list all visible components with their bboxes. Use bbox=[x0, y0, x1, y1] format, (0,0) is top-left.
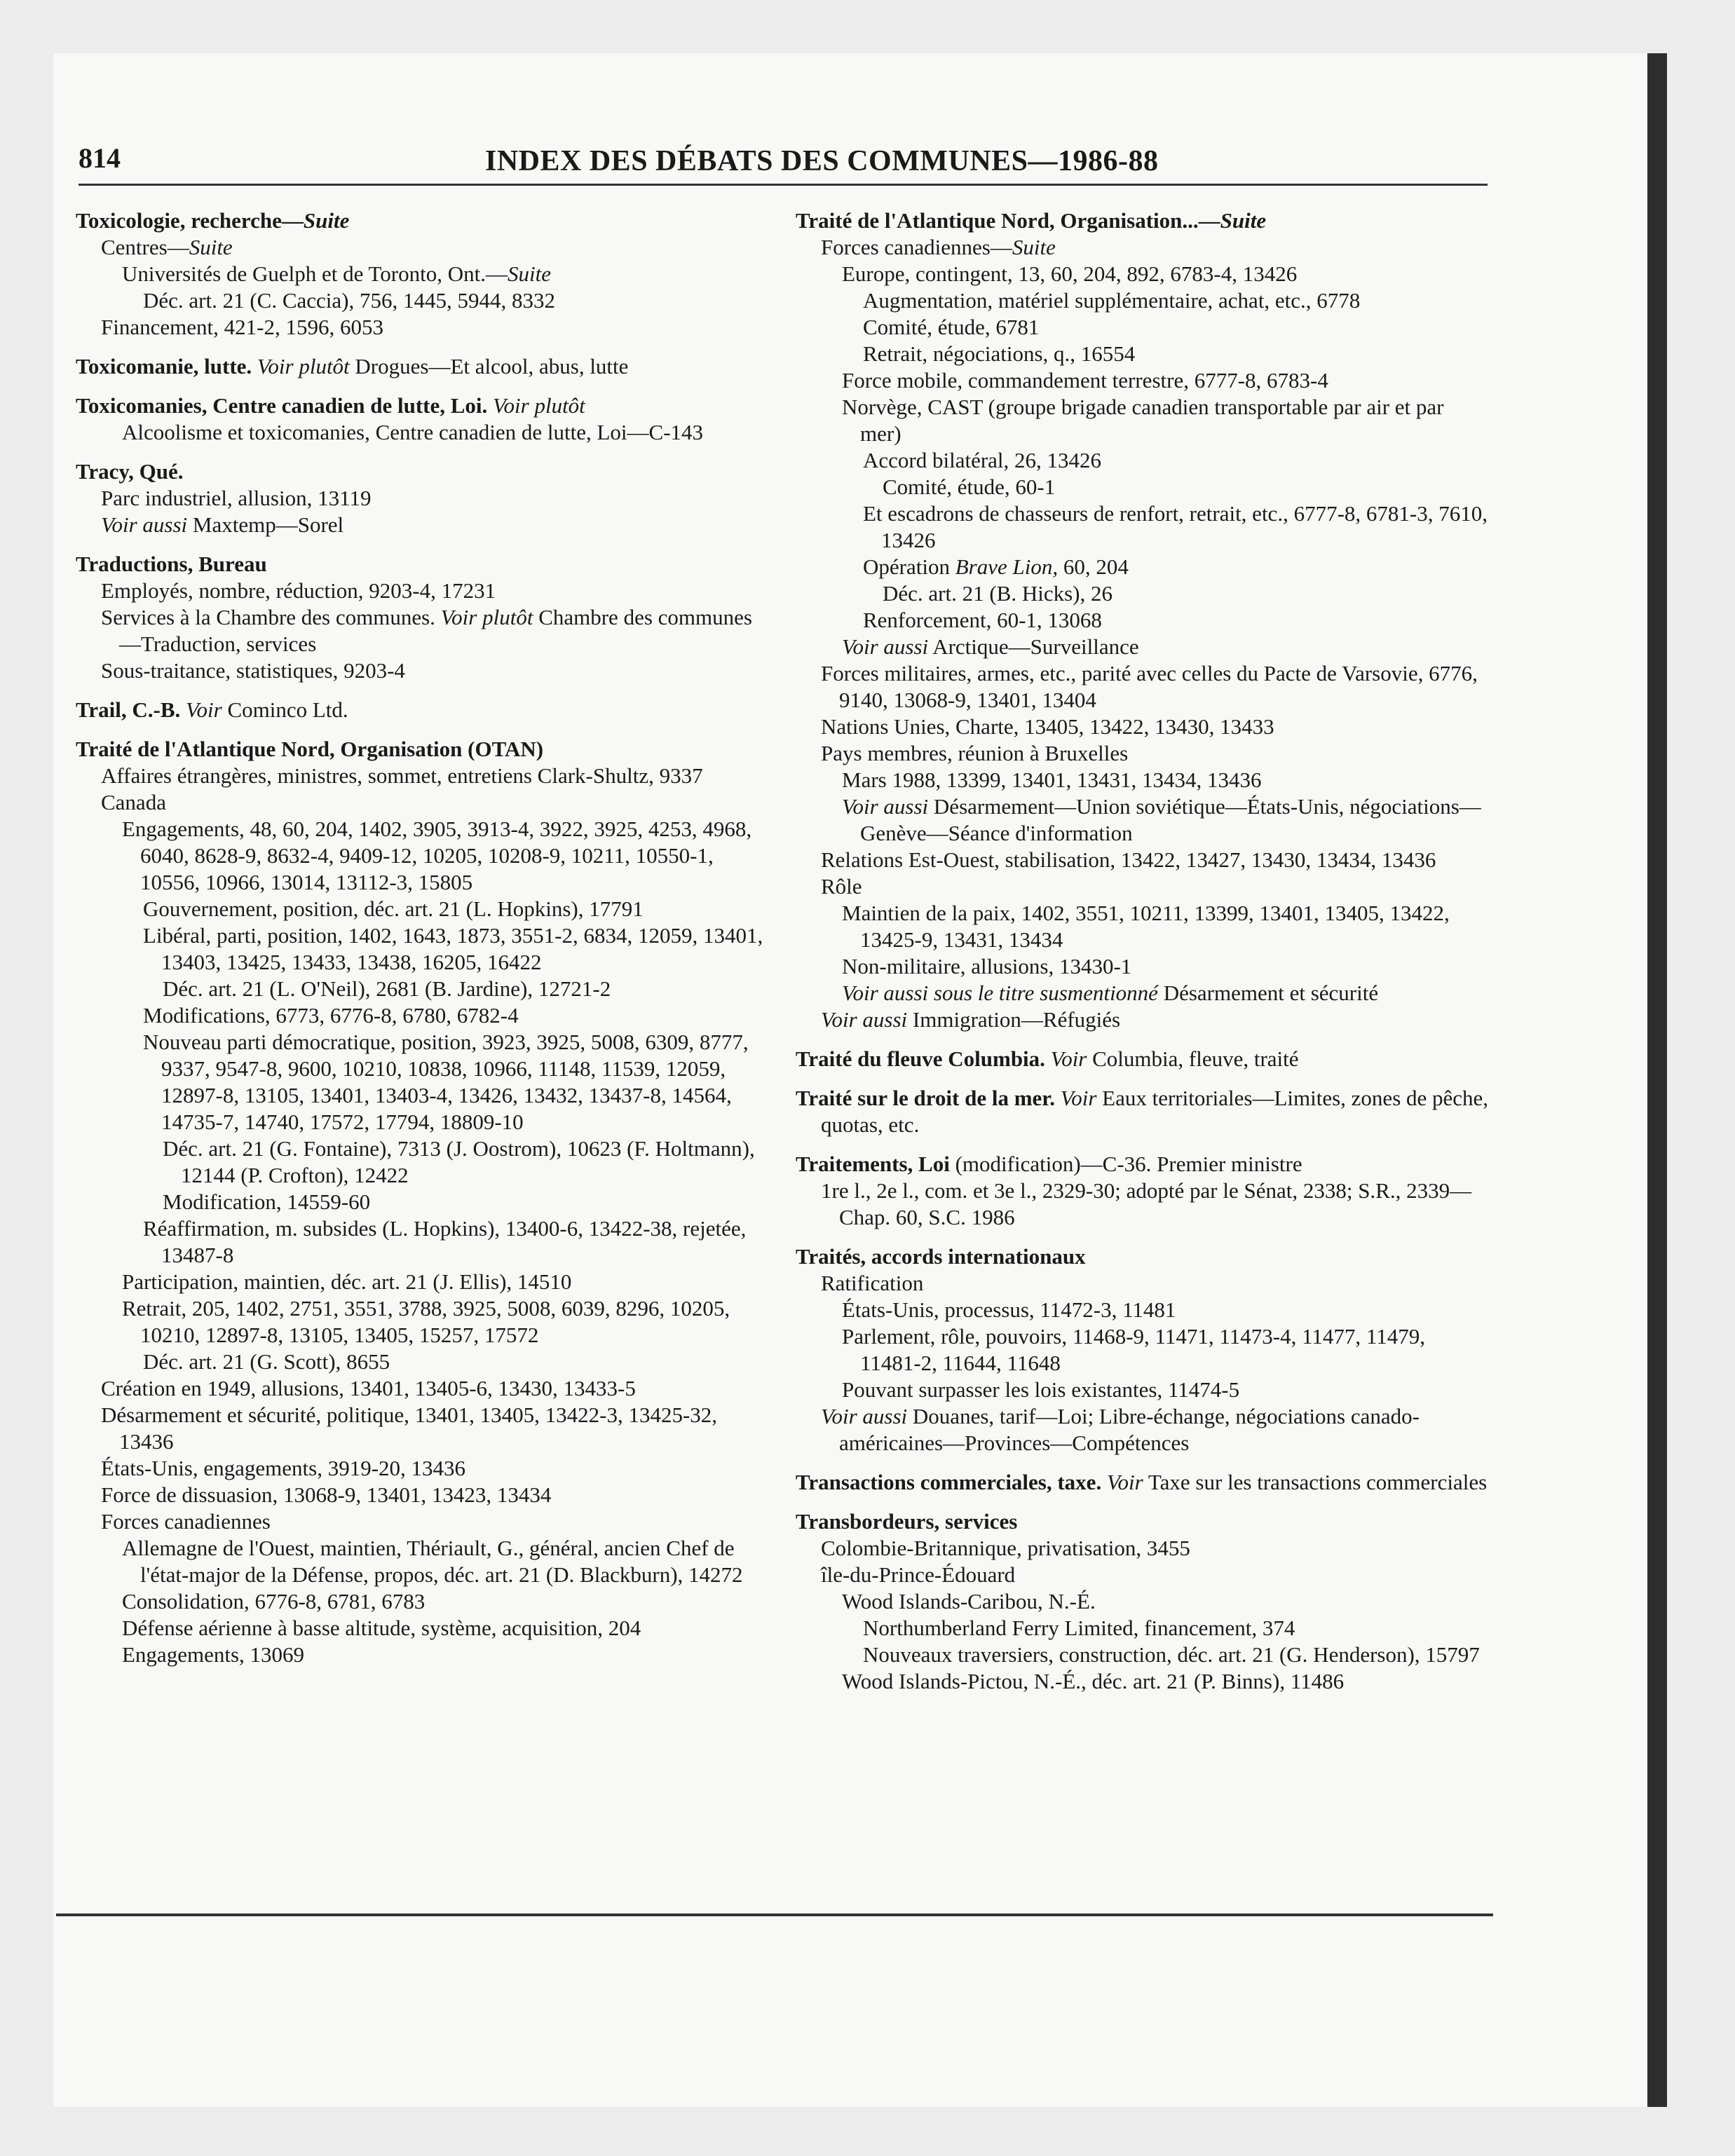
subentry-text: Nouveaux traversiers, construction, déc. art. 21 (G. Henderson), 15797 bbox=[863, 1642, 1480, 1667]
subentry bbox=[796, 580, 1490, 607]
subentry bbox=[796, 847, 1490, 873]
cross-reference-label: Voir aussi bbox=[842, 634, 929, 659]
index-column-right bbox=[796, 207, 1490, 1695]
subentry-text: Europe, contingent, 13, 60, 204, 892, 6783-4, 13426 bbox=[842, 261, 1298, 286]
subentry-text: Désarmement et sécurité, politique, 13401, 13405, 13422-3, 13425-32, 13436 bbox=[101, 1403, 718, 1454]
subentry-text: Opération bbox=[863, 554, 955, 579]
index-entry bbox=[796, 1046, 1490, 1072]
subentry-text: île-du-Prince-Édouard bbox=[821, 1562, 1016, 1587]
subentry-text: Gouvernement, position, déc. art. 21 (L. Hopkins), 17791 bbox=[143, 896, 644, 921]
entry-heading-line bbox=[76, 697, 770, 723]
entry-heading: Trail, C.-B. bbox=[76, 697, 181, 722]
subentry-text: Force de dissuasion, 13068-9, 13401, 13423, 13434 bbox=[101, 1482, 552, 1507]
subentry bbox=[796, 287, 1490, 314]
cross-reference-label: Voir aussi bbox=[101, 512, 188, 537]
subentry bbox=[796, 261, 1490, 287]
subentry bbox=[796, 793, 1490, 847]
subentry bbox=[76, 1215, 770, 1269]
entry-heading-line bbox=[76, 458, 770, 485]
subentry bbox=[76, 1029, 770, 1135]
subentry bbox=[76, 976, 770, 1002]
subentry-text: Et escadrons de chasseurs de renfort, retrait, etc., 6777-8, 6781-3, 7610, 13426 bbox=[863, 501, 1488, 552]
entry-heading-line bbox=[76, 353, 770, 380]
subentry-text: Forces canadiennes— bbox=[821, 235, 1012, 259]
subentry-text-cont: 60, 204 bbox=[1058, 554, 1129, 579]
entry-heading: Transactions commerciales, taxe. bbox=[796, 1470, 1102, 1494]
subentry-text: Renforcement, 60-1, 13068 bbox=[863, 608, 1102, 632]
subentry-text: Déc. art. 21 (G. Scott), 8655 bbox=[143, 1349, 390, 1374]
cross-reference-label: Voir bbox=[186, 697, 222, 722]
continued-label: Suite bbox=[189, 235, 233, 259]
subentry bbox=[796, 607, 1490, 634]
entry-heading: Traité sur le droit de la mer. bbox=[796, 1086, 1055, 1110]
subentry bbox=[76, 287, 770, 314]
subentry bbox=[76, 419, 770, 446]
cross-reference-label: Voir aussi bbox=[842, 794, 929, 819]
subentry bbox=[796, 1668, 1490, 1695]
subentry-text: États-Unis, engagements, 3919-20, 13436 bbox=[101, 1456, 466, 1480]
index-entry bbox=[796, 1469, 1490, 1496]
subentry-text: Ratification bbox=[821, 1271, 924, 1295]
subentry-text: Modifications, 6773, 6776-8, 6780, 6782-4 bbox=[143, 1003, 519, 1028]
entry-heading-line bbox=[796, 207, 1490, 234]
subentry bbox=[796, 1178, 1490, 1231]
subentry-text: Comité, étude, 6781 bbox=[863, 315, 1040, 339]
cross-reference-target: Drogues—Et alcool, abus, lutte bbox=[355, 354, 629, 378]
index-column-left bbox=[76, 207, 770, 1668]
subentry-text: Norvège, CAST (groupe brigade canadien transportable par air et par mer) bbox=[842, 395, 1444, 446]
entry-heading-line bbox=[796, 1046, 1490, 1072]
subentry bbox=[796, 714, 1490, 740]
subentry-text: Rôle bbox=[821, 874, 862, 899]
subentry-text: Parc industriel, allusion, 13119 bbox=[101, 486, 372, 510]
subentry-text: Déc. art. 21 (C. Caccia), 756, 1445, 5944, 8332 bbox=[143, 288, 556, 313]
subentry bbox=[796, 1642, 1490, 1668]
subentry bbox=[796, 1270, 1490, 1297]
entry-heading: Tracy, Qué. bbox=[76, 459, 184, 484]
subentry-text: Déc. art. 21 (L. O'Neil), 2681 (B. Jardine), 12721-2 bbox=[163, 976, 611, 1001]
subentry bbox=[796, 767, 1490, 793]
subentry-text: Désarmement et sécurité bbox=[1157, 981, 1379, 1005]
entry-heading: Traité du fleuve Columbia. bbox=[796, 1046, 1045, 1071]
subentry bbox=[796, 900, 1490, 953]
subentry-text: Accord bilatéral, 26, 13426 bbox=[863, 448, 1102, 472]
subentry-text: Retrait, 205, 1402, 2751, 3551, 3788, 3925, 5008, 6039, 8296, 10205, 10210, 12897-8, 13105, 13405, 15257, 17572 bbox=[122, 1296, 730, 1347]
subentry-text: Modification, 14559-60 bbox=[163, 1189, 371, 1214]
entry-heading-rest: (modification)—C-36. Premier ministre bbox=[949, 1152, 1302, 1176]
entry-heading: Toxicomanies, Centre canadien de lutte, Loi. bbox=[76, 393, 488, 418]
entry-heading-line bbox=[796, 1469, 1490, 1496]
subentry-text: Pouvant surpasser les lois existantes, 11474-5 bbox=[842, 1377, 1240, 1402]
subentry-text: Relations Est-Ouest, stabilisation, 13422, 13427, 13430, 13434, 13436 bbox=[821, 847, 1436, 872]
subentry bbox=[76, 1615, 770, 1642]
subentry bbox=[76, 816, 770, 896]
subentry bbox=[76, 1642, 770, 1668]
subentry bbox=[76, 789, 770, 816]
subentry bbox=[76, 1189, 770, 1215]
subentry-text: États-Unis, processus, 11472-3, 11481 bbox=[842, 1297, 1176, 1322]
subentry bbox=[76, 1269, 770, 1295]
index-entry bbox=[76, 458, 770, 538]
italic-term: Brave Lion, bbox=[955, 554, 1059, 579]
subentry-text: Maintien de la paix, 1402, 3551, 10211, 13399, 13401, 13405, 13422, 13425-9, 13431, 13434 bbox=[842, 901, 1450, 952]
subentry-text: Déc. art. 21 (G. Fontaine), 7313 (J. Oostrom), 10623 (F. Holtmann), 12144 (P. Crofton), 12422 bbox=[163, 1136, 755, 1187]
subentry-text: Forces canadiennes bbox=[101, 1509, 271, 1534]
subentry-text: Consolidation, 6776-8, 6781, 6783 bbox=[122, 1589, 426, 1613]
subentry bbox=[76, 1295, 770, 1349]
subentry bbox=[796, 1615, 1490, 1642]
subentry bbox=[796, 634, 1490, 660]
index-entry bbox=[796, 1243, 1490, 1456]
subentry bbox=[76, 314, 770, 341]
subentry-text: Non-militaire, allusions, 13430-1 bbox=[842, 954, 1132, 978]
subentry-text: Force mobile, commandement terrestre, 6777-8, 6783-4 bbox=[842, 368, 1328, 393]
page-header bbox=[79, 135, 1486, 184]
subentry-text: Engagements, 48, 60, 204, 1402, 3905, 3913-4, 3922, 3925, 4253, 4968, 6040, 8628-9, 8632-4, 9409-12, 10205, 10208-9, 10211, 10550-1, 10556, 10966, 13014, 13112-3, 15805 bbox=[122, 817, 752, 894]
subentry bbox=[796, 314, 1490, 341]
subentry bbox=[76, 922, 770, 976]
subentry bbox=[796, 1403, 1490, 1456]
subentry-text: Centres— bbox=[101, 235, 189, 259]
subentry bbox=[796, 447, 1490, 474]
subentry bbox=[796, 980, 1490, 1007]
entry-heading-line bbox=[796, 1151, 1490, 1178]
continued-label: Suite bbox=[1012, 235, 1056, 259]
subentry-text: Retrait, négociations, q., 16554 bbox=[863, 341, 1136, 366]
cross-reference-label: Voir bbox=[1050, 1046, 1087, 1071]
index-entry bbox=[76, 353, 770, 380]
entry-heading: Traités, accords internationaux bbox=[796, 1244, 1086, 1269]
subentry bbox=[76, 1402, 770, 1455]
subentry-text: Participation, maintien, déc. art. 21 (J. Ellis), 14510 bbox=[122, 1269, 572, 1294]
subentry bbox=[796, 234, 1490, 261]
italic-term: Voir plutôt bbox=[440, 605, 533, 629]
cross-reference-label: Voir aussi sous le titre susmentionné bbox=[842, 981, 1158, 1005]
subentry-text-cont: Chambre des communes—Traduction, services bbox=[119, 605, 752, 656]
subentry-text: Alcoolisme et toxicomanies, Centre canadien de lutte, Loi—C-143 bbox=[122, 420, 704, 444]
subentry-text: Défense aérienne à basse altitude, système, acquisition, 204 bbox=[122, 1616, 641, 1640]
subentry bbox=[796, 1377, 1490, 1403]
subentry-text: Affaires étrangères, ministres, sommet, entretiens Clark-Shultz, 9337 bbox=[101, 763, 703, 788]
entry-heading-line bbox=[76, 551, 770, 578]
index-entry bbox=[796, 1508, 1490, 1695]
subentry-text: Parlement, rôle, pouvoirs, 11468-9, 11471, 11473-4, 11477, 11479, 11481-2, 11644, 11648 bbox=[842, 1324, 1426, 1375]
subentry bbox=[796, 1535, 1490, 1562]
subentry-text: Libéral, parti, position, 1402, 1643, 1873, 3551-2, 6834, 12059, 13401, 13403, 13425, 13433, 13438, 16205, 16422 bbox=[143, 923, 763, 974]
entry-heading: Traité de l'Atlantique Nord, Organisation...— bbox=[796, 208, 1220, 233]
subentry bbox=[76, 1535, 770, 1588]
subentry-text: Pays membres, réunion à Bruxelles bbox=[821, 741, 1129, 765]
subentry-text: Comité, étude, 60-1 bbox=[883, 475, 1056, 499]
subentry-text: Universités de Guelph et de Toronto, Ont.— bbox=[122, 261, 508, 286]
subentry-text: Forces militaires, armes, etc., parité avec celles du Pacte de Varsovie, 6776, 9140, 13068-9, 13401, 13404 bbox=[821, 661, 1478, 712]
footer-rule bbox=[56, 1913, 1493, 1916]
subentry bbox=[796, 1323, 1490, 1377]
cross-reference-target: Eaux territoriales—Limites, zones de pêche, quotas, etc. bbox=[821, 1086, 1489, 1137]
subentry-text: 1re l., 2e l., com. et 3e l., 2329-30; adopté par le Sénat, 2338; S.R., 2339—Chap. 60, S.C. 1986 bbox=[821, 1178, 1472, 1229]
cross-reference-label: Voir plutôt bbox=[493, 393, 585, 418]
subentry bbox=[76, 1455, 770, 1482]
subentry bbox=[76, 1135, 770, 1189]
subentry bbox=[796, 873, 1490, 900]
subentry-text: Colombie-Britannique, privatisation, 3455 bbox=[821, 1536, 1190, 1560]
cross-reference-label: Voir aussi bbox=[821, 1007, 908, 1032]
entry-heading: Transbordeurs, services bbox=[796, 1509, 1018, 1534]
cross-reference-target: Cominco Ltd. bbox=[227, 697, 348, 722]
cross-reference-label: Voir plutôt bbox=[257, 354, 350, 378]
subentry bbox=[76, 896, 770, 922]
subentry bbox=[76, 1375, 770, 1402]
subentry-text: Financement, 421-2, 1596, 6053 bbox=[101, 315, 383, 339]
entry-heading-line bbox=[796, 1508, 1490, 1535]
subentry bbox=[76, 485, 770, 512]
subentry-text: Désarmement—Union soviétique—États-Unis, négociations—Genève—Séance d'information bbox=[860, 794, 1481, 845]
subentry bbox=[76, 234, 770, 261]
index-entry bbox=[76, 697, 770, 723]
entry-heading-line bbox=[796, 1243, 1490, 1270]
subentry bbox=[796, 1588, 1490, 1615]
subentry-text: Douanes, tarif—Loi; Libre-échange, négociations canado-américaines—Provinces—Compétences bbox=[839, 1404, 1420, 1455]
subentry bbox=[796, 953, 1490, 980]
subentry-text: Nouveau parti démocratique, position, 3923, 3925, 5008, 6309, 8777, 9337, 9547-8, 9600, 10210, 10838, 10966, 11148, 11539, 12059, 12897-8, 13105, 13401, 13403-4, 13426, 13432, 13437-8, 14564, 14735-7, 14740, 17572, 17794, 18809-10 bbox=[143, 1030, 749, 1134]
subentry-text: Immigration—Réfugiés bbox=[907, 1007, 1121, 1032]
index-entry bbox=[76, 207, 770, 341]
subentry-text: Wood Islands-Pictou, N.-É., déc. art. 21 (P. Binns), 11486 bbox=[842, 1669, 1345, 1693]
index-entry bbox=[76, 393, 770, 446]
subentry bbox=[76, 1482, 770, 1508]
subentry-text: Mars 1988, 13399, 13401, 13431, 13434, 13436 bbox=[842, 767, 1262, 792]
subentry bbox=[76, 578, 770, 604]
cross-reference-target: Columbia, fleuve, traité bbox=[1092, 1046, 1299, 1071]
cross-reference-label: Voir bbox=[1060, 1086, 1097, 1110]
subentry bbox=[796, 474, 1490, 500]
subentry-text: Canada bbox=[101, 790, 166, 814]
entry-heading-line bbox=[76, 207, 770, 234]
entry-heading: Traité de l'Atlantique Nord, Organisation (OTAN) bbox=[76, 737, 544, 761]
subentry bbox=[796, 1007, 1490, 1033]
running-title: INDEX DES DÉBATS DES COMMUNES—1986-88 bbox=[485, 145, 1159, 177]
header-rule bbox=[79, 184, 1488, 186]
subentry-text: Augmentation, matériel supplémentaire, achat, etc., 6778 bbox=[863, 288, 1361, 313]
subentry bbox=[796, 500, 1490, 554]
subentry-text: Déc. art. 21 (B. Hicks), 26 bbox=[883, 581, 1113, 606]
subentry-text: Réaffirmation, m. subsides (L. Hopkins), 13400-6, 13422-38, rejetée, 13487-8 bbox=[143, 1216, 747, 1267]
cross-reference-label: Voir bbox=[1106, 1470, 1143, 1494]
subentry-text: Création en 1949, allusions, 13401, 13405-6, 13430, 13433-5 bbox=[101, 1376, 636, 1400]
entry-heading: Toxicologie, recherche— bbox=[76, 208, 304, 233]
cross-reference-target: Taxe sur les transactions commerciales bbox=[1148, 1470, 1488, 1494]
subentry bbox=[796, 1562, 1490, 1588]
page-number: 814 bbox=[79, 142, 121, 174]
subentry bbox=[76, 1002, 770, 1029]
entry-heading: Toxicomanie, lutte. bbox=[76, 354, 252, 378]
subentry bbox=[76, 763, 770, 789]
entry-heading-line bbox=[76, 393, 770, 419]
entry-heading-line bbox=[796, 1085, 1490, 1138]
subentry bbox=[796, 367, 1490, 394]
subentry bbox=[76, 512, 770, 538]
subentry-text: Arctique—Surveillance bbox=[928, 634, 1139, 659]
subentry-text: Allemagne de l'Ouest, maintien, Thériault, G., général, ancien Chef de l'état-major de la Défense, propos, déc. art. 21 (D. Blackburn), 14272 bbox=[122, 1536, 743, 1587]
subentry bbox=[76, 604, 770, 657]
subentry bbox=[796, 554, 1490, 580]
subentry-text: Sous-traitance, statistiques, 9203-4 bbox=[101, 658, 405, 683]
subentry bbox=[796, 740, 1490, 767]
subentry bbox=[76, 1588, 770, 1615]
subentry bbox=[76, 1349, 770, 1375]
subentry bbox=[796, 341, 1490, 367]
index-entry bbox=[796, 1151, 1490, 1231]
index-entry bbox=[76, 551, 770, 684]
subentry bbox=[796, 394, 1490, 447]
entry-heading: Traitements, Loi bbox=[796, 1152, 950, 1176]
subentry-text: Services à la Chambre des communes. bbox=[101, 605, 441, 629]
subentry bbox=[76, 657, 770, 684]
subentry-text: Northumberland Ferry Limited, financement, 374 bbox=[863, 1616, 1295, 1640]
subentry bbox=[796, 660, 1490, 714]
subentry bbox=[76, 1508, 770, 1535]
subentry-text: Nations Unies, Charte, 13405, 13422, 13430, 13433 bbox=[821, 714, 1274, 739]
subentry bbox=[796, 1297, 1490, 1323]
continued-label: Suite bbox=[508, 261, 551, 286]
index-entry bbox=[76, 736, 770, 1668]
entry-heading: Traductions, Bureau bbox=[76, 552, 267, 576]
subentry-text: Employés, nombre, réduction, 9203-4, 17231 bbox=[101, 578, 496, 603]
entry-heading-line bbox=[76, 736, 770, 763]
continued-label: Suite bbox=[303, 208, 350, 233]
subentry bbox=[76, 261, 770, 287]
index-entry bbox=[796, 207, 1490, 1033]
index-entry bbox=[796, 1085, 1490, 1138]
subentry-text: Wood Islands-Caribou, N.-É. bbox=[842, 1589, 1096, 1613]
subentry-text: Engagements, 13069 bbox=[122, 1642, 305, 1667]
continued-label: Suite bbox=[1220, 208, 1267, 233]
subentry-text: Maxtemp—Sorel bbox=[187, 512, 344, 537]
cross-reference-label: Voir aussi bbox=[821, 1404, 908, 1428]
scan-edge-bar bbox=[1647, 53, 1667, 2107]
